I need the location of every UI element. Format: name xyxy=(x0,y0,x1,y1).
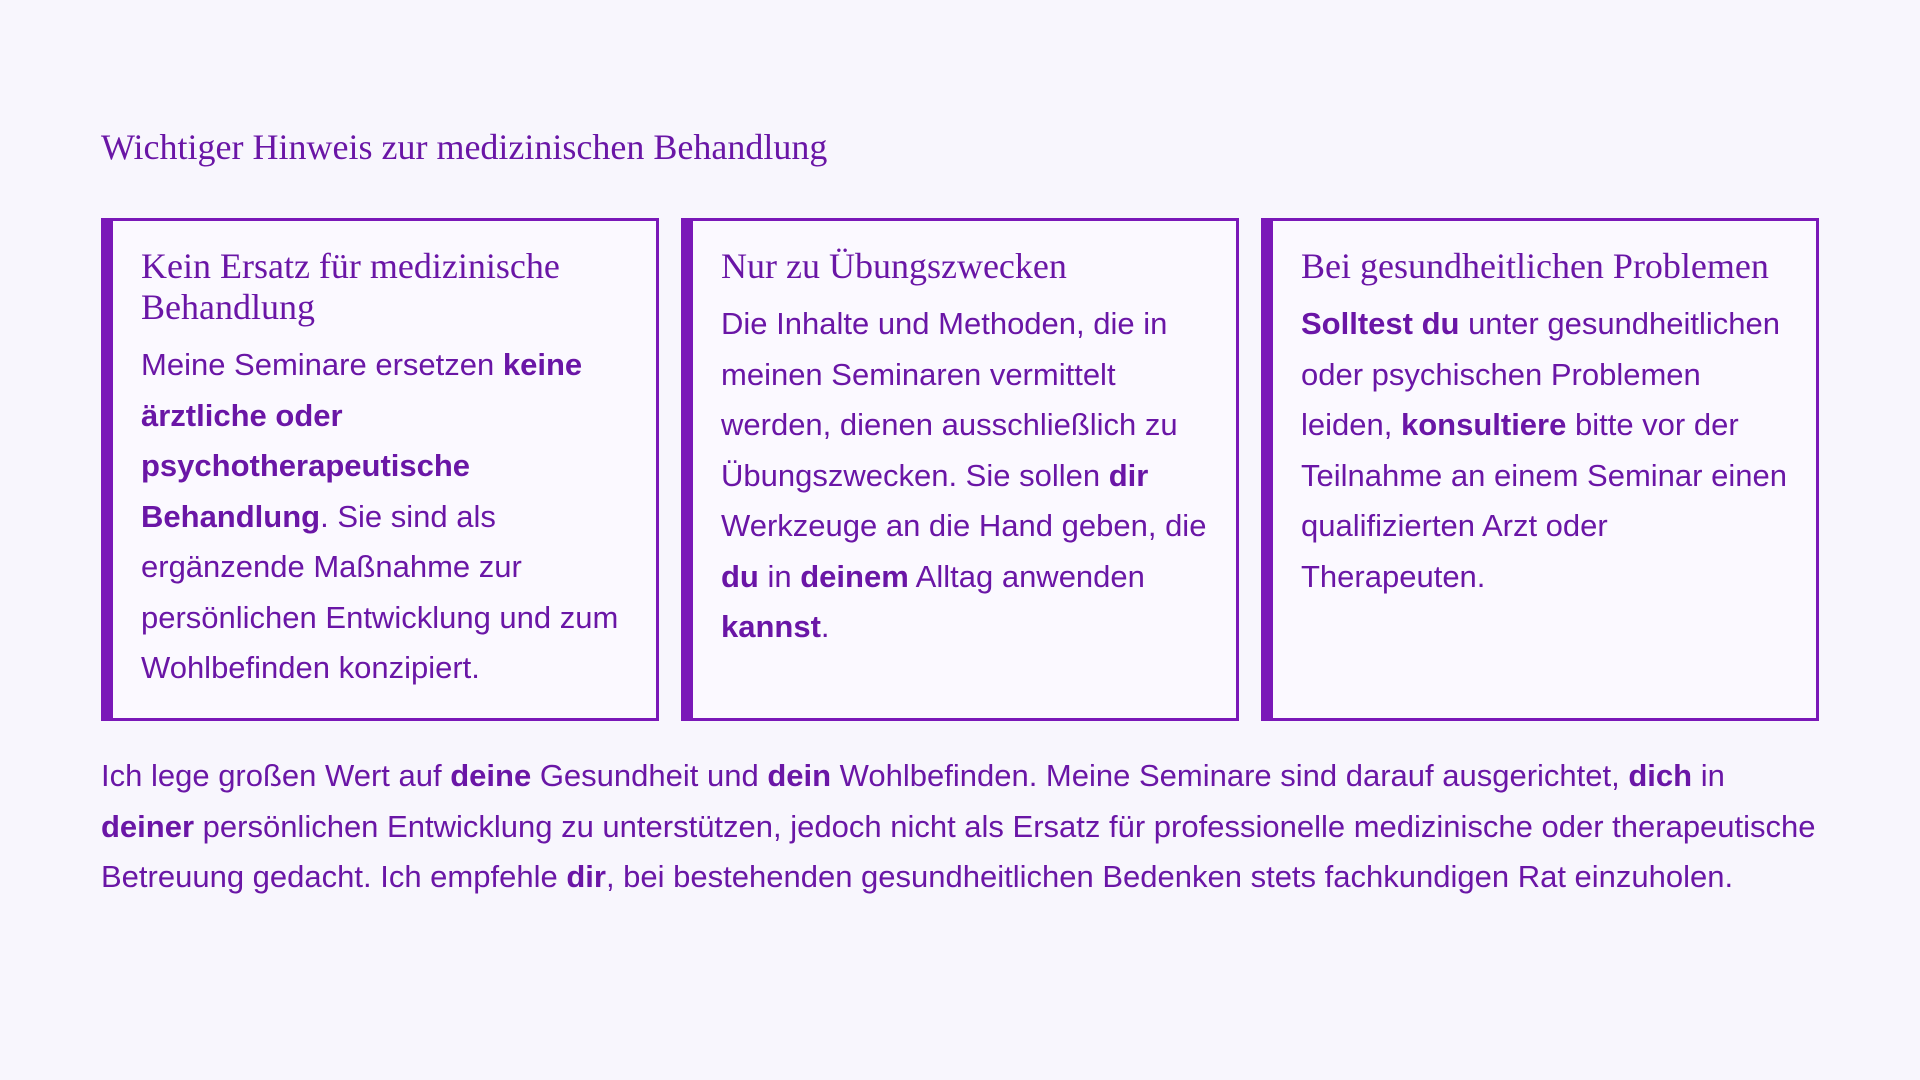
text-segment: bitte vor der Teilnahme an einem Seminar einen qualifizierten Arzt oder Therapeuten. xyxy=(1301,407,1787,594)
text-segment: . xyxy=(820,609,830,644)
card-title: Bei gesundheitlichen Problemen xyxy=(1301,246,1769,286)
emphasized-text: Solltest du xyxy=(1301,306,1460,341)
card-text xyxy=(141,340,632,694)
emphasized-text: dich xyxy=(1628,758,1693,793)
text-segment: Wohlbefinden. Meine Seminare sind darauf ausgerichtet, xyxy=(831,758,1629,793)
emphasized-text: du xyxy=(721,558,759,594)
text-segment: Alltag anwenden xyxy=(908,558,1145,594)
emphasized-text: deinem xyxy=(800,558,909,594)
text-segment: Meine Seminare ersetzen xyxy=(141,347,503,382)
text-segment: unter gesundheitlichen oder psychischen Problemen leiden, xyxy=(1301,306,1781,442)
card-title: Nur zu Übungszwecken xyxy=(721,246,1067,286)
emphasized-text: kannst xyxy=(721,609,821,644)
notice-card-health-problems xyxy=(1261,218,1819,721)
text-segment: Werkzeuge an die Hand geben, die xyxy=(721,508,1207,543)
text-segment: persönlichen Entwicklung zu unterstützen, jedoch nicht als Ersatz für professionelle medizinische oder therapeutische Betreuung gedacht. Ich empfehle xyxy=(101,808,1816,894)
card-title: Kein Ersatz für medizinische Behandlung xyxy=(141,246,560,327)
notice-card-no-substitute xyxy=(101,218,659,721)
text-segment: Ich lege großen Wert auf xyxy=(101,758,451,793)
emphasized-text: konsultiere xyxy=(1400,407,1567,442)
text-segment: in xyxy=(1692,758,1725,793)
text-segment: Gesundheit und xyxy=(531,758,768,793)
emphasized-text: keine ärztliche oder psychotherapeutische Behandlung xyxy=(141,347,583,534)
emphasized-text: dir xyxy=(566,859,606,894)
text-segment: . Sie sind als ergänzende Maßnahme zur persönlichen Entwicklung und zum Wohlbefinden konzipiert. xyxy=(141,498,619,685)
emphasized-text: dein xyxy=(767,758,832,793)
emphasized-text: dir xyxy=(1108,457,1149,493)
text-segment: Die Inhalte und Methoden, die in meinen Seminaren vermittelt werden, dienen ausschließlich zu Übungszwecken. Sie sollen xyxy=(721,306,1178,493)
emphasized-text: deiner xyxy=(101,808,195,844)
card-text xyxy=(721,299,1212,653)
notice-card-practice-only xyxy=(681,218,1239,721)
notice-cards xyxy=(101,218,1819,721)
card-text xyxy=(1301,299,1792,602)
closing-paragraph xyxy=(101,751,1819,903)
text-segment: , bei bestehenden gesundheitlichen Bedenken stets fachkundigen Rat einzuholen. xyxy=(605,859,1734,894)
emphasized-text: deine xyxy=(450,758,532,793)
text-segment: in xyxy=(758,558,801,594)
page-title: Wichtiger Hinweis zur medizinischen Behandlung xyxy=(101,127,828,167)
